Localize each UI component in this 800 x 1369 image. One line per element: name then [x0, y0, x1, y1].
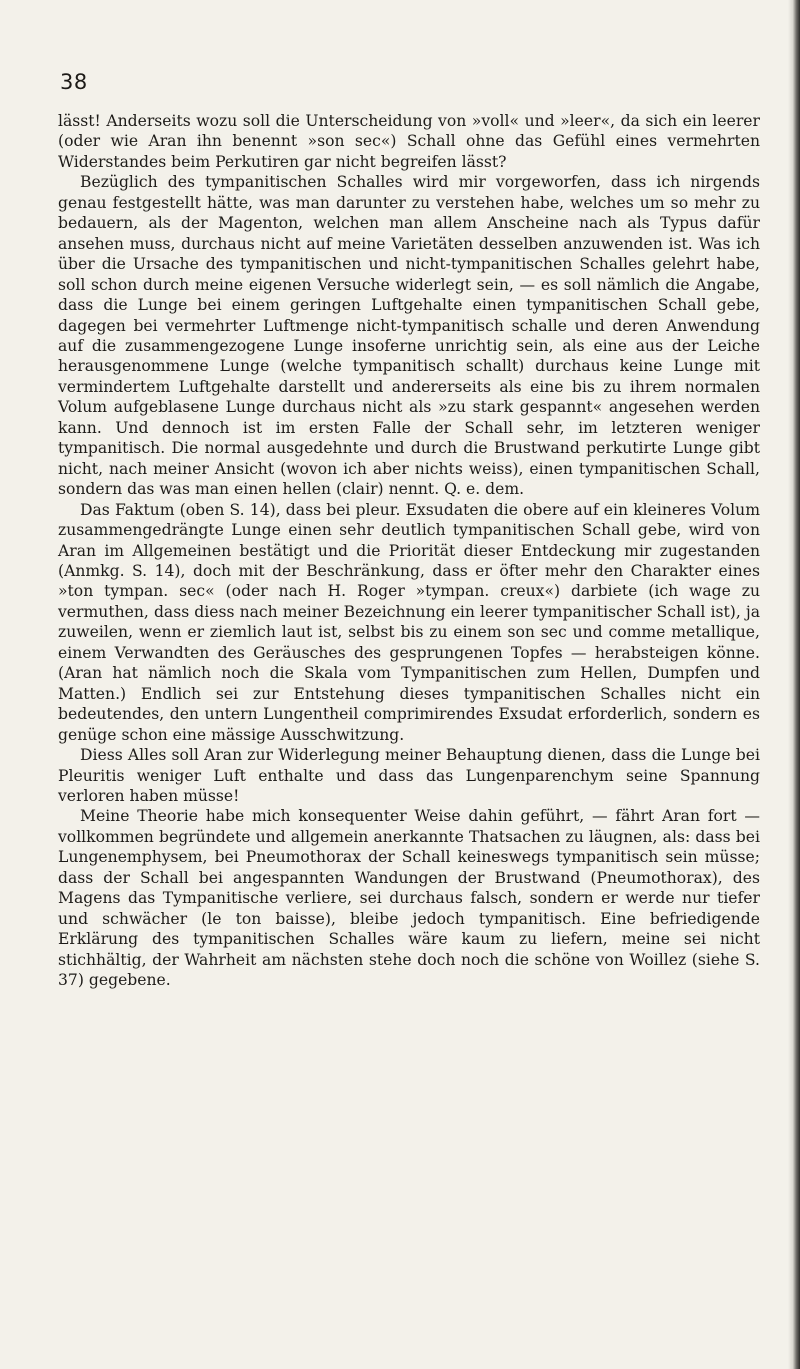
paragraph-3: Das Faktum (oben S. 14), dass bei pleur. Exsudaten die obere auf ein kleineres Volum zusammengedrängte Lunge einen sehr deutlich tympanitischen Schall gebe, wird von Aran im Allgemeinen bestätigt und die Priorität dieser Entdeckung mir zugestanden (Anmkg. S. 14), doch mit der Beschränkung, dass er öfter mehr den Charakter eines »ton tympan. sec« (oder nach H. Roger »tympan. creux«) darbiete (ich wage zu vermuthen, dass diess nach meiner Bezeichnung ein leerer tympanitischer Schall ist), ja zuweilen, wenn er ziemlich laut ist, selbst bis zu einem son sec und comme metallique, einem Verwandten des Geräusches des gesprungenen Topfes — herabsteigen könne. (Aran hat nämlich noch die Skala vom Tympanitischen zum Hellen, Dumpfen und Matten.) Endlich sei zur Entstehung dieses tympanitischen Schalles nicht ein bedeutendes, den untern Lungentheil comprimirendes Exsudat erforderlich, sondern es genüge schon eine mässige Ausschwitzung. [58, 500, 760, 744]
paragraph-4: Diess Alles soll Aran zur Widerlegung meiner Behauptung dienen, dass die Lunge bei Pleuritis weniger Luft enthalte und dass das Lungenparenchym seine Spannung verloren haben müsse! [58, 746, 760, 805]
page-edge-shadow [788, 0, 800, 1369]
paragraph-1: lässt! Anderseits wozu soll die Unterscheidung von »voll« und »leer«, da sich ein leerer (oder wie Aran ihn benennt »son sec«) Schall ohne das Gefühl eines vermehrten Widerstandes beim Perkutiren gar nicht begreifen lässt? [58, 112, 760, 171]
paragraph-2: Bezüglich des tympanitischen Schalles wird mir vorgeworfen, dass ich nirgends genau festgestellt hätte, was man darunter zu verstehen habe, welches um so mehr zu bedauern, als der Magenton, welchen man allem Anscheine nach als Typus dafür ansehen muss, durchaus nicht auf meine Varietäten desselben anzuwenden ist. Was ich über die Ursache des tympanitischen und nicht-tympanitischen Schalles gelehrt habe, soll schon durch meine eigenen Versuche widerlegt sein, — es soll nämlich die Angabe, dass die Lunge bei einem geringen Luftgehalte einen tympanitischen Schall gebe, dagegen bei vermehrter Luftmenge nicht-tympanitisch schalle und deren Anwendung auf die zusammengezogene Lunge insoferne unrichtig sein, als eine aus der Leiche herausgenommene Lunge (welche tympanitisch schallt) durchaus keine Lunge mit vermindertem Luftgehalte darstellt und andererseits als eine bis zu ihrem normalen Volum aufgeblasene Lunge durchaus nicht als »zu stark gespannt« angesehen werden kann. Und dennoch ist im ersten Falle der Schall sehr, im letzteren weniger tympanitisch. Die normal ausgedehnte und durch die Brustwand perkutirte Lunge gibt nicht, nach meiner Ansicht (wovon ich aber nichts weiss), einen tympanitischen Schall, sondern das was man einen hellen (clair) nennt. Q. e. dem. [58, 173, 760, 499]
text-body [58, 111, 760, 990]
paragraph-5: Meine Theorie habe mich konsequenter Weise dahin geführt, — fährt Aran fort — vollkommen begründete und allgemein anerkannte Thatsachen zu läugnen, als: dass bei Lungenemphysem, bei Pneumothorax der Schall keineswegs tympanitisch sein müsse; dass der Schall bei angespannten Wandungen der Brustwand (Pneumothorax), des Magens das Tympanitische verliere, sei durchaus falsch, sondern er werde nur tiefer und schwächer (le ton baisse), bleibe jedoch tympanitisch. Eine befriedigende Erklärung des tympanitischen Schalles wäre kaum zu liefern, meine sei nicht stichhältig, der Wahrheit am nächsten stehe doch noch die schöne von Woillez (siehe S. 37) gegebene. [58, 807, 760, 990]
page-number: 38 [60, 70, 88, 94]
